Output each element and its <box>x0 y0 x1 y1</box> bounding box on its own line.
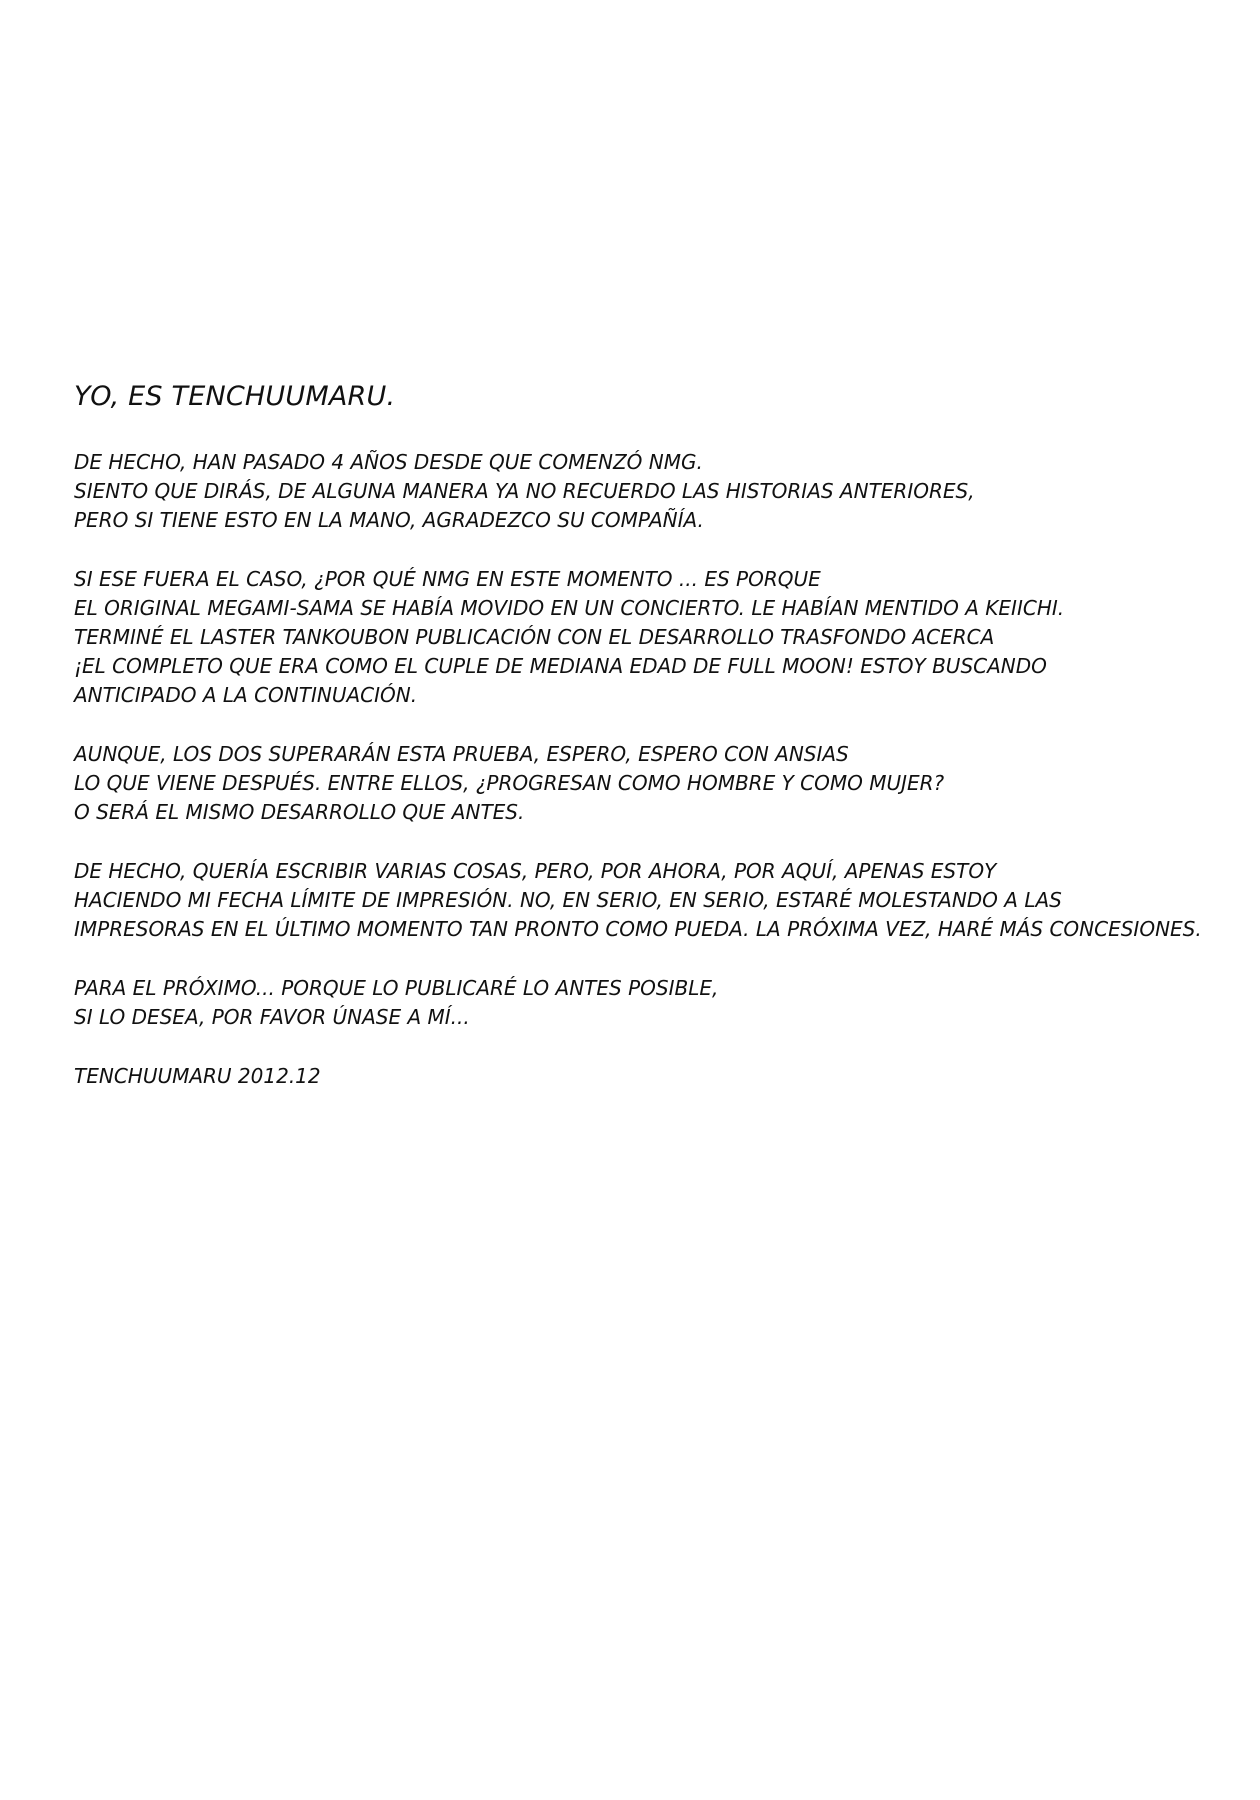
text-line: PARA EL PRÓXIMO... PORQUE LO PUBLICARÉ LO ANTES POSIBLE, <box>74 976 719 1000</box>
text-line: SI ESE FUERA EL CASO, ¿POR QUÉ NMG EN ESTE MOMENTO ... ES PORQUE <box>74 567 821 591</box>
paragraph-2 <box>74 565 1204 710</box>
text-line: IMPRESORAS EN EL ÚLTIMO MOMENTO TAN PRONTO COMO PUEDA. LA PRÓXIMA VEZ, HARÉ MÁS CONCESIONES. <box>74 917 1202 941</box>
text-line: ¡EL COMPLETO QUE ERA COMO EL CUPLE DE MEDIANA EDAD DE FULL MOON! ESTOY BUSCANDO <box>74 654 1047 678</box>
text-line: ANTICIPADO A LA CONTINUACIÓN. <box>74 683 418 707</box>
text-line: PERO SI TIENE ESTO EN LA MANO, AGRADEZCO SU COMPAÑÍA. <box>74 508 704 532</box>
text-line: AUNQUE, LOS DOS SUPERARÁN ESTA PRUEBA, ESPERO, ESPERO CON ANSIAS <box>74 742 849 766</box>
text-line: LO QUE VIENE DESPUÉS. ENTRE ELLOS, ¿PROGRESAN COMO HOMBRE Y COMO MUJER? <box>74 771 945 795</box>
paragraph-3 <box>74 740 1204 827</box>
paragraph-5 <box>74 974 1204 1032</box>
paragraph-4 <box>74 857 1204 944</box>
text-line: SI LO DESEA, POR FAVOR ÚNASE A MÍ... <box>74 1005 470 1029</box>
text-line: EL ORIGINAL MEGAMI-SAMA SE HABÍA MOVIDO EN UN CONCIERTO. LE HABÍAN MENTIDO A KEIICHI. <box>74 596 1065 620</box>
signature-line: TENCHUUMARU 2012.12 <box>74 1064 321 1088</box>
text-line: HACIENDO MI FECHA LÍMITE DE IMPRESIÓN. NO, EN SERIO, EN SERIO, ESTARÉ MOLESTANDO A LAS <box>74 888 1062 912</box>
greeting-heading: YO, ES TENCHUUMARU. <box>74 381 396 412</box>
text-line: O SERÁ EL MISMO DESARROLLO QUE ANTES. <box>74 800 525 824</box>
text-line: TERMINÉ EL LASTER TANKOUBON PUBLICACIÓN CON EL DESARROLLO TRASFONDO ACERCA <box>74 625 995 649</box>
paragraph-1 <box>74 448 1204 535</box>
text-line: SIENTO QUE DIRÁS, DE ALGUNA MANERA YA NO RECUERDO LAS HISTORIAS ANTERIORES, <box>74 479 975 503</box>
text-line: DE HECHO, QUERÍA ESCRIBIR VARIAS COSAS, PERO, POR AHORA, POR AQUÍ, APENAS ESTOY <box>74 859 997 883</box>
letter-body <box>74 380 1204 1091</box>
text-line: DE HECHO, HAN PASADO 4 AÑOS DESDE QUE COMENZÓ NMG. <box>74 450 703 474</box>
